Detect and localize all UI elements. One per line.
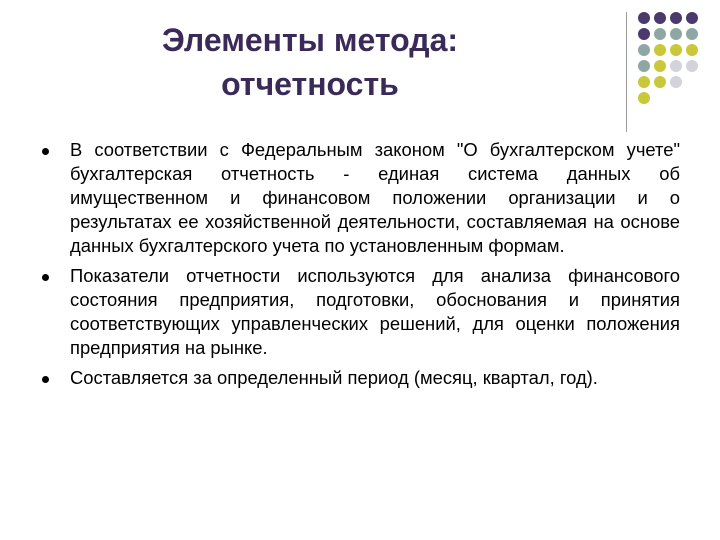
title-line-1: Элементы метода: (161, 22, 459, 58)
bullet-icon (42, 148, 49, 155)
bullet-item (40, 264, 680, 360)
decorative-divider (626, 12, 627, 132)
decorative-dot (638, 76, 650, 88)
decorative-dot (654, 60, 666, 72)
decorative-dot (670, 60, 682, 72)
decorative-dot (686, 60, 698, 72)
decorative-dot (670, 44, 682, 56)
decorative-dot (654, 44, 666, 56)
decorative-dot (654, 76, 666, 88)
decorative-dot (654, 28, 666, 40)
decorative-dot (638, 12, 650, 24)
decorative-dot (670, 76, 682, 88)
decorative-dot (654, 12, 666, 24)
bullet-item (40, 366, 680, 390)
decorative-dot (638, 28, 650, 40)
bullet-list (40, 138, 680, 396)
decorative-dot (670, 28, 682, 40)
slide-title (120, 18, 500, 106)
decorative-dot (686, 28, 698, 40)
decorative-dot (638, 44, 650, 56)
decorative-dot (638, 60, 650, 72)
bullet-item (40, 138, 680, 258)
decorative-dot (638, 92, 650, 104)
decorative-dot-grid (634, 8, 714, 108)
decorative-dot (686, 44, 698, 56)
bullet-text: Показатели отчетности используются для анализа финансового состояния предприятия, подготовки, обоснования и принятия соответствующих управленческих решений, для оценки положения предприятия на рынке. (70, 265, 680, 358)
decorative-dot (686, 12, 698, 24)
bullet-text: В соответствии с Федеральным законом "О бухгалтерском учете" бухгалтерская отчетность - единая система данных об имущественном и финансовом положении организации и о результатах ее хозяйственной деятельности, составляемая на основе данных бухгалтерского учета по установленным формам. (70, 139, 680, 256)
decorative-dot (670, 12, 682, 24)
bullet-text: Составляется за определенный период (месяц, квартал, год). (70, 367, 598, 388)
title-line-2: отчетность (221, 66, 399, 102)
bullet-icon (42, 274, 49, 281)
bullet-icon (42, 376, 49, 383)
